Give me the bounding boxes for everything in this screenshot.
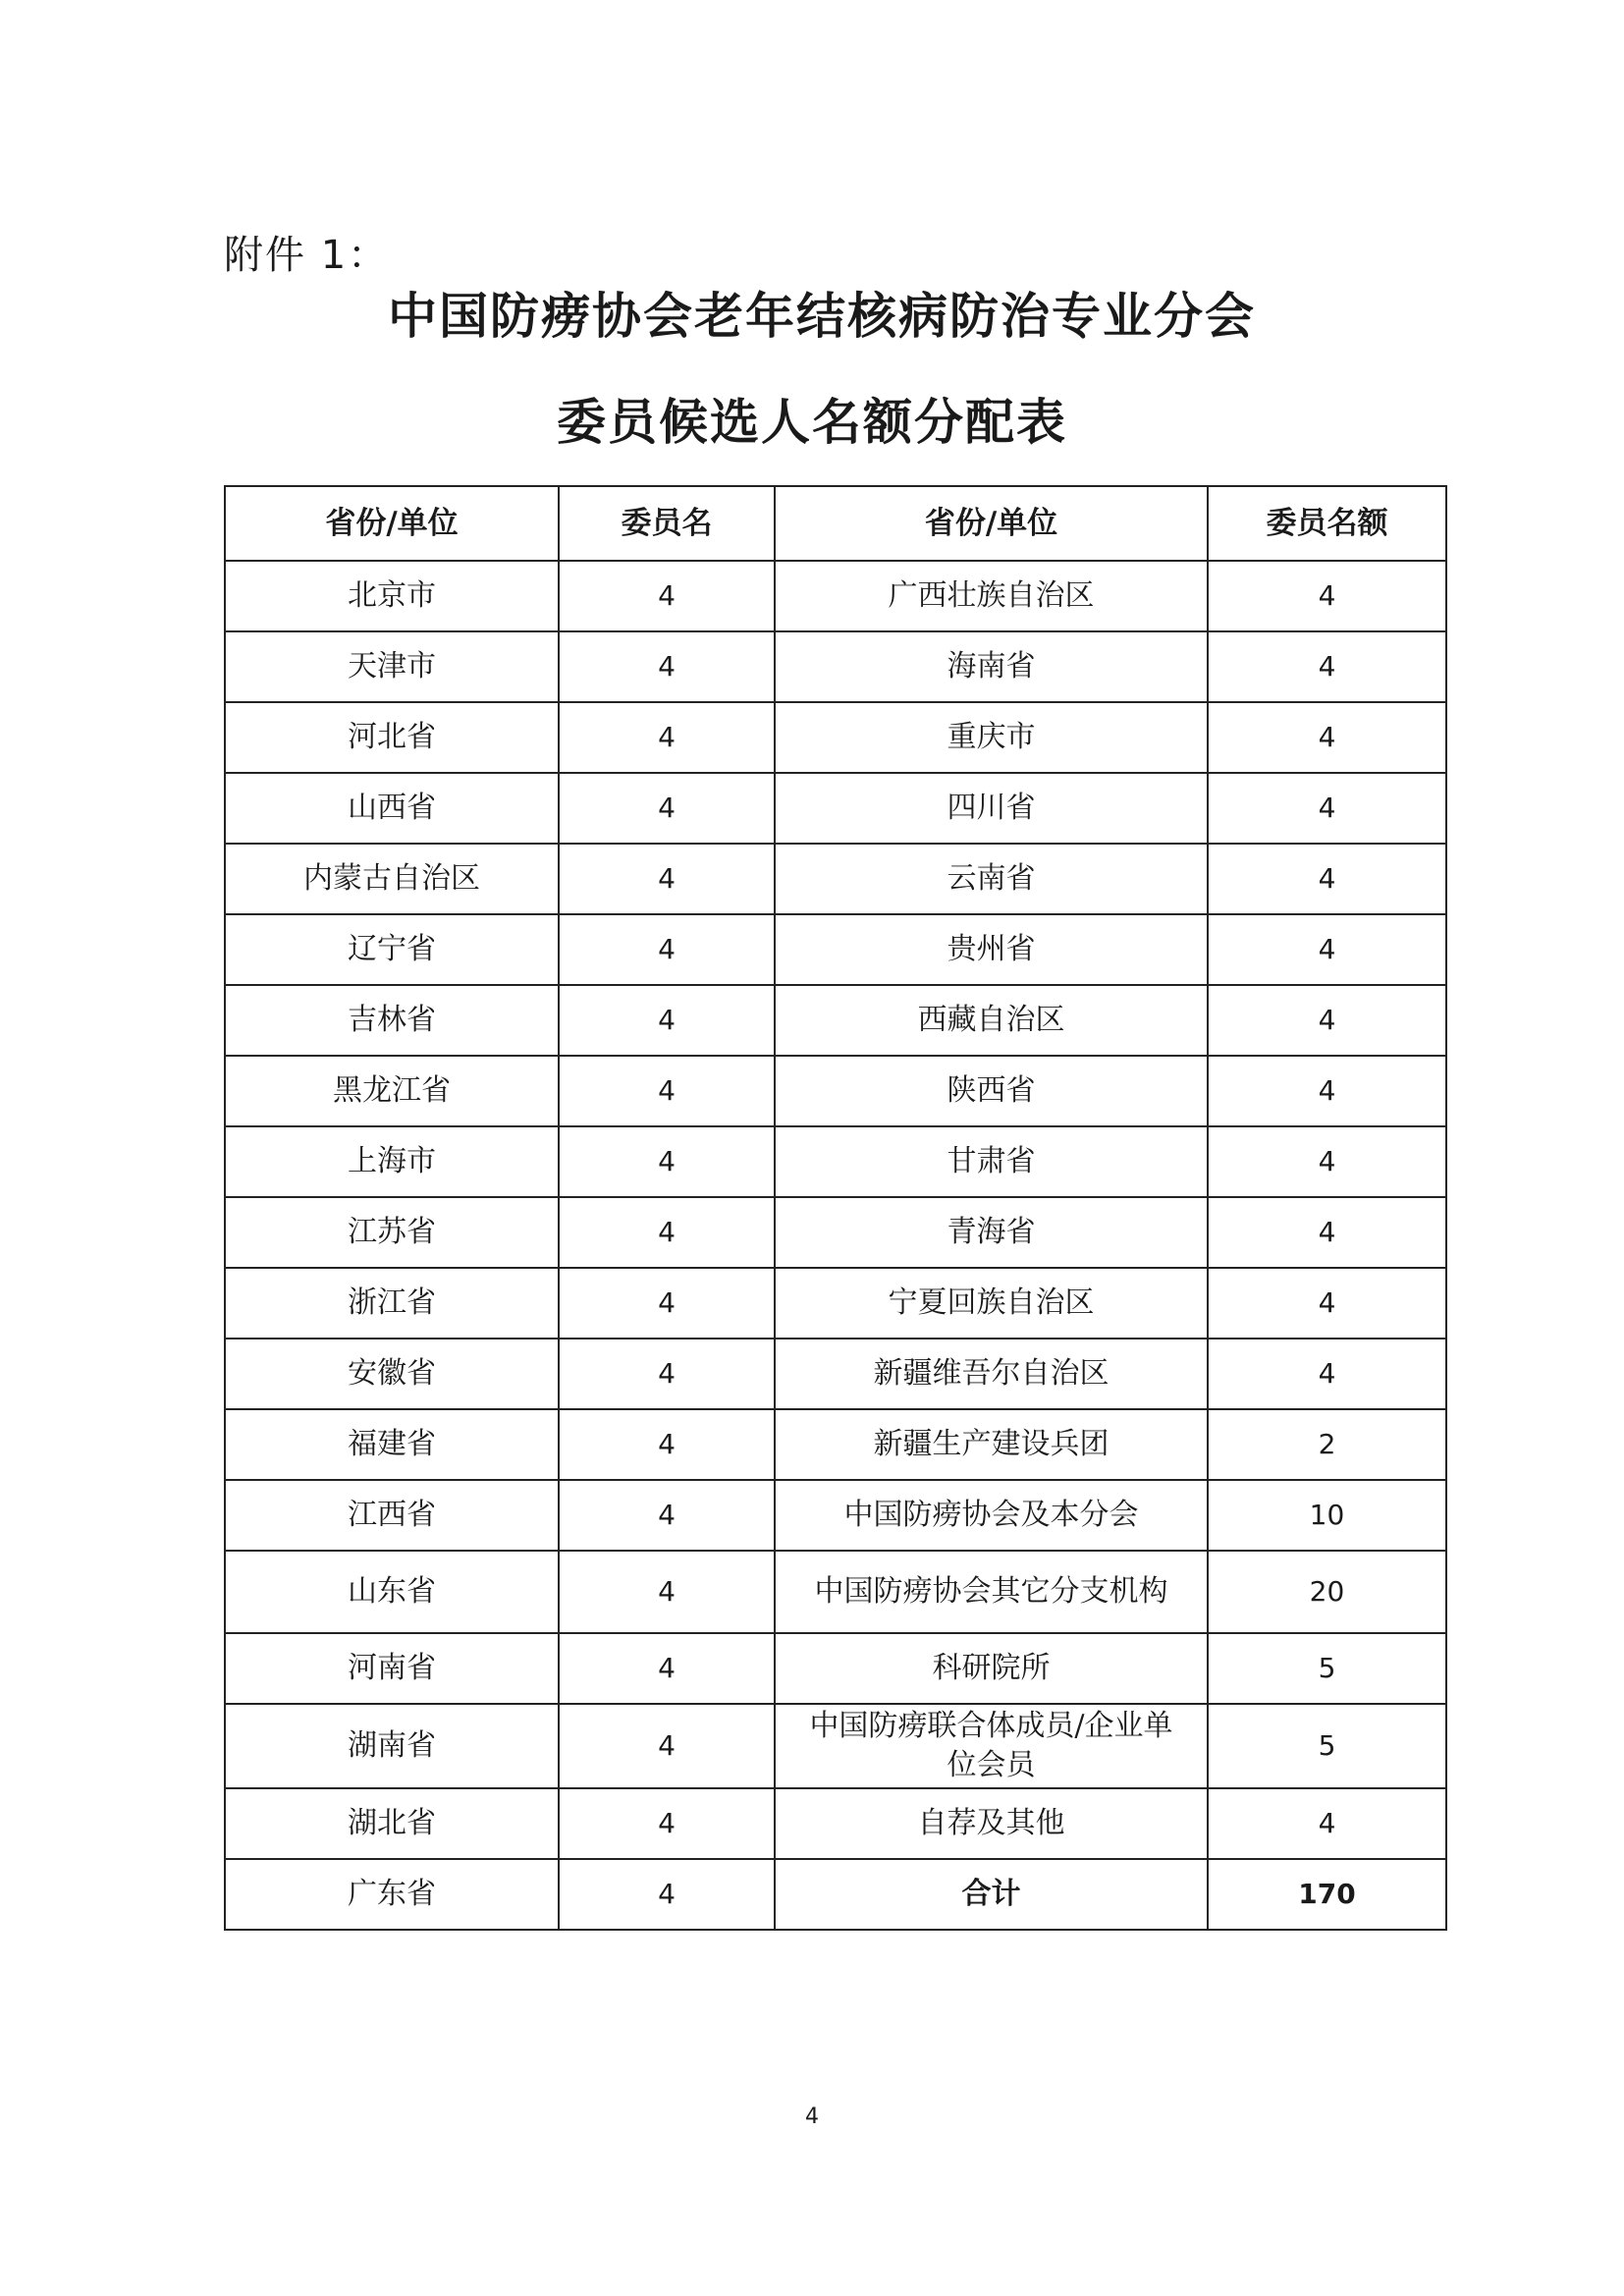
table-body <box>225 561 1446 1930</box>
province-right-cell: 科研院所 <box>775 1633 1208 1704</box>
quota-right-cell: 4 <box>1208 631 1446 702</box>
quota-right-cell: 4 <box>1208 985 1446 1056</box>
province-right-cell: 甘肃省 <box>775 1126 1208 1197</box>
quota-right-cell: 4 <box>1208 1197 1446 1268</box>
quota-left-cell: 4 <box>559 1197 775 1268</box>
document-subtitle: 委员候选人名额分配表 <box>557 393 1067 451</box>
quota-left-cell: 4 <box>559 1339 775 1409</box>
header-quota-left: 委员名 <box>559 486 775 561</box>
quota-right-cell: 170 <box>1208 1859 1446 1930</box>
quota-left-cell: 4 <box>559 1126 775 1197</box>
province-right-cell: 中国防痨联合体成员/企业单位会员 <box>775 1704 1208 1788</box>
province-left-cell: 黑龙江省 <box>225 1056 559 1126</box>
quota-table <box>224 485 1447 1931</box>
page-number: 4 <box>805 2105 819 2129</box>
table-row <box>225 914 1446 985</box>
quota-left-cell: 4 <box>559 1551 775 1633</box>
table-row <box>225 1859 1446 1930</box>
quota-right-cell: 20 <box>1208 1551 1446 1633</box>
province-left-cell: 浙江省 <box>225 1268 559 1339</box>
province-right-cell: 自荐及其他 <box>775 1788 1208 1859</box>
quota-left-cell: 4 <box>559 702 775 773</box>
table-row <box>225 1126 1446 1197</box>
table-row <box>225 1409 1446 1480</box>
province-left-cell: 江苏省 <box>225 1197 559 1268</box>
province-right-cell: 中国防痨协会及本分会 <box>775 1480 1208 1551</box>
quota-left-cell: 4 <box>559 1788 775 1859</box>
table-row <box>225 702 1446 773</box>
province-left-cell: 江西省 <box>225 1480 559 1551</box>
document-title: 中国防痨协会老年结核病防治专业分会 <box>388 287 1256 345</box>
province-right-cell: 新疆生产建设兵团 <box>775 1409 1208 1480</box>
quota-right-cell: 4 <box>1208 1126 1446 1197</box>
quota-left-cell: 4 <box>559 1409 775 1480</box>
province-left-cell: 山东省 <box>225 1551 559 1633</box>
province-right-cell: 陕西省 <box>775 1056 1208 1126</box>
quota-left-cell: 4 <box>559 561 775 631</box>
table-row <box>225 1704 1446 1788</box>
quota-left-cell: 4 <box>559 631 775 702</box>
table-row <box>225 1268 1446 1339</box>
table-row <box>225 773 1446 844</box>
table-row <box>225 844 1446 914</box>
province-left-cell: 吉林省 <box>225 985 559 1056</box>
table-row <box>225 985 1446 1056</box>
quota-right-cell: 4 <box>1208 1268 1446 1339</box>
quota-right-cell: 4 <box>1208 1056 1446 1126</box>
quota-right-cell: 5 <box>1208 1704 1446 1788</box>
quota-left-cell: 4 <box>559 1633 775 1704</box>
province-left-cell: 河南省 <box>225 1633 559 1704</box>
province-left-cell: 安徽省 <box>225 1339 559 1409</box>
quota-right-cell: 4 <box>1208 1339 1446 1409</box>
province-right-cell: 海南省 <box>775 631 1208 702</box>
table-row <box>225 1551 1446 1633</box>
province-left-cell: 广东省 <box>225 1859 559 1930</box>
province-right-cell: 合计 <box>775 1859 1208 1930</box>
province-left-cell: 湖南省 <box>225 1704 559 1788</box>
table-row <box>225 1480 1446 1551</box>
table-row <box>225 1197 1446 1268</box>
province-right-cell: 中国防痨协会其它分支机构 <box>775 1551 1208 1633</box>
province-left-cell: 河北省 <box>225 702 559 773</box>
province-left-cell: 辽宁省 <box>225 914 559 985</box>
province-right-cell: 贵州省 <box>775 914 1208 985</box>
quota-right-cell: 4 <box>1208 702 1446 773</box>
header-province-left: 省份/单位 <box>225 486 559 561</box>
quota-right-cell: 5 <box>1208 1633 1446 1704</box>
province-left-cell: 山西省 <box>225 773 559 844</box>
quota-left-cell: 4 <box>559 914 775 985</box>
quota-right-cell: 4 <box>1208 1788 1446 1859</box>
province-left-cell: 内蒙古自治区 <box>225 844 559 914</box>
province-right-cell: 宁夏回族自治区 <box>775 1268 1208 1339</box>
province-left-cell: 北京市 <box>225 561 559 631</box>
quota-left-cell: 4 <box>559 844 775 914</box>
quota-right-cell: 4 <box>1208 914 1446 985</box>
quota-left-cell: 4 <box>559 773 775 844</box>
province-left-cell: 上海市 <box>225 1126 559 1197</box>
quota-right-cell: 4 <box>1208 773 1446 844</box>
province-left-cell: 湖北省 <box>225 1788 559 1859</box>
table-row <box>225 1788 1446 1859</box>
province-right-cell: 云南省 <box>775 844 1208 914</box>
table-row <box>225 561 1446 631</box>
table-row <box>225 1339 1446 1409</box>
province-right-cell: 新疆维吾尔自治区 <box>775 1339 1208 1409</box>
province-right-cell: 四川省 <box>775 773 1208 844</box>
table-header-row <box>225 486 1446 561</box>
quota-left-cell: 4 <box>559 1704 775 1788</box>
table-row <box>225 1056 1446 1126</box>
quota-right-cell: 4 <box>1208 561 1446 631</box>
quota-right-cell: 4 <box>1208 844 1446 914</box>
table-row <box>225 1633 1446 1704</box>
table-row <box>225 631 1446 702</box>
quota-left-cell: 4 <box>559 1268 775 1339</box>
header-quota-right: 委员名额 <box>1208 486 1446 561</box>
quota-right-cell: 10 <box>1208 1480 1446 1551</box>
quota-right-cell: 2 <box>1208 1409 1446 1480</box>
attachment-label: 附件 1： <box>224 233 390 278</box>
province-right-cell: 青海省 <box>775 1197 1208 1268</box>
quota-left-cell: 4 <box>559 1480 775 1551</box>
province-left-cell: 福建省 <box>225 1409 559 1480</box>
province-right-cell: 广西壮族自治区 <box>775 561 1208 631</box>
province-right-cell: 重庆市 <box>775 702 1208 773</box>
quota-left-cell: 4 <box>559 1056 775 1126</box>
header-province-right: 省份/单位 <box>775 486 1208 561</box>
quota-left-cell: 4 <box>559 1859 775 1930</box>
province-left-cell: 天津市 <box>225 631 559 702</box>
province-right-cell: 西藏自治区 <box>775 985 1208 1056</box>
quota-left-cell: 4 <box>559 985 775 1056</box>
